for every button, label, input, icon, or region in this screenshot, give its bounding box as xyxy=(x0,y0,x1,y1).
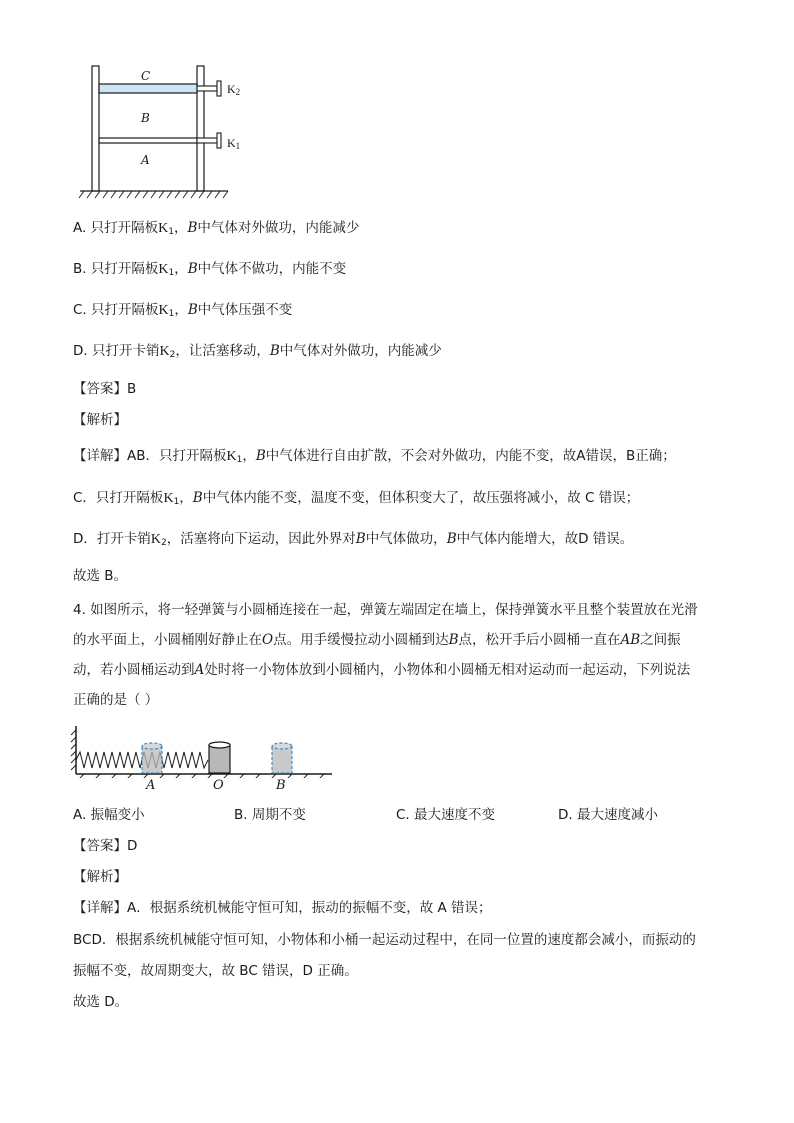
var-o: O xyxy=(262,632,274,648)
q4-detail-a: 【详解】A．根据系统机械能守恒可知，振动的振幅不变，故 A 错误； xyxy=(73,900,492,916)
k-symbol: K xyxy=(163,491,174,506)
partition-k1 xyxy=(99,138,197,143)
q3-analysis: 【解析】 xyxy=(73,412,127,428)
text: 处时将一小物体放到小圆桶内，小物体和小圆桶无相对运动而一起运动，下列说法 xyxy=(204,662,691,678)
text: D. 只打开卡销 xyxy=(73,343,160,359)
var-b: B xyxy=(187,261,198,277)
chamber-c xyxy=(99,84,197,93)
text: D．打开卡销 xyxy=(73,531,151,547)
var-a: A xyxy=(194,662,205,678)
q3-detail-d xyxy=(73,530,734,552)
q4-option-c: C. 最大速度不变 xyxy=(396,807,496,823)
text: 点。用手缓慢拉动小圆桶到达 xyxy=(273,632,449,648)
q3-answer: 【答案】B xyxy=(73,381,137,397)
q4-answer: 【答案】D xyxy=(73,838,138,854)
text: 动，若小圆桶运动到 xyxy=(73,662,195,678)
text: ，让活塞移动， xyxy=(175,343,270,359)
text: 【详解】AB．只打开隔板 xyxy=(73,448,227,464)
var-b: B xyxy=(255,448,266,464)
label-k2 xyxy=(227,82,240,97)
container-figure xyxy=(70,62,270,202)
text: 中气体内能不变，温度不变，但体积变大了，故压强将减小，故 C 错误； xyxy=(202,490,640,506)
bucket-at-b xyxy=(272,743,292,773)
q4-stem-line2 xyxy=(73,631,734,649)
var-b: B xyxy=(446,531,457,547)
q4-option-a: A. 振幅变小 xyxy=(73,807,145,823)
text: C. 只打开隔板 xyxy=(73,302,159,318)
text: 中气体对外做功，内能减少 xyxy=(197,220,360,236)
q3-option-a xyxy=(73,219,734,241)
q4-option-d: D. 最大速度减小 xyxy=(558,807,658,823)
text: ， xyxy=(179,490,193,506)
var-b: B xyxy=(355,531,366,547)
k-sub: 1 xyxy=(168,268,175,278)
k-sub: 1 xyxy=(236,455,243,465)
k-symbol: K xyxy=(159,344,170,359)
var-b: B xyxy=(192,490,203,506)
q4-analysis: 【解析】 xyxy=(73,869,127,885)
var-b: B xyxy=(269,343,280,359)
text: 中气体进行自由扩散，不会对外做功，内能不变，故A错误，B正确； xyxy=(265,448,676,464)
var-ab: AB xyxy=(620,632,641,648)
label-k2-base: K xyxy=(227,82,236,96)
q4-stem-line3 xyxy=(73,661,734,679)
q4-options xyxy=(73,806,734,824)
bucket-at-o xyxy=(209,742,230,773)
q3-detail-c xyxy=(73,489,734,511)
k-sub: 1 xyxy=(173,497,180,507)
text: 点，松开手后小圆桶一直在 xyxy=(458,632,621,648)
k-sub: 2 xyxy=(161,538,167,548)
q3-option-c xyxy=(73,301,734,323)
k-sub: 1 xyxy=(168,227,174,237)
text: 中气体做功， xyxy=(365,531,447,547)
text: ，活塞将向下运动，因此外界对 xyxy=(166,531,356,547)
q4-stem-line4: 正确的是（ ） xyxy=(73,692,159,708)
label-k2-sub: 2 xyxy=(235,87,241,97)
text: ， xyxy=(242,448,256,464)
label-k1-base: K xyxy=(227,136,236,150)
q4-detail-bcd-line1: BCD．根据系统机械能守恒可知，小物体和小桶一起运动过程中，在同一位置的速度都会减小，而振动的 xyxy=(73,932,696,948)
label-a: A xyxy=(141,153,150,167)
q3-option-b xyxy=(73,260,734,282)
spring-figure xyxy=(70,722,340,797)
text: A. 只打开隔板 xyxy=(73,220,159,236)
text: 之间振 xyxy=(640,632,681,648)
q3-detail-ab xyxy=(73,447,734,469)
label-a: A xyxy=(146,778,156,793)
q4-option-b: B. 周期不变 xyxy=(234,807,306,823)
label-o: O xyxy=(213,778,224,793)
label-b: B xyxy=(141,111,150,125)
label-b: B xyxy=(276,778,286,793)
k-symbol: K xyxy=(150,532,162,547)
label-k1-sub: 1 xyxy=(235,141,241,151)
text: 中气体对外做功，内能减少 xyxy=(279,343,442,359)
q4-detail-bcd-line2: 振幅不变，故周期变大，故 BC 错误，D 正确。 xyxy=(73,963,358,979)
k2-pin xyxy=(217,81,221,96)
var-b: B xyxy=(187,302,198,318)
text: ， xyxy=(173,220,188,236)
label-c: C xyxy=(141,69,151,83)
k-symbol: K xyxy=(158,262,169,277)
var-b: B xyxy=(448,632,459,648)
k1-handle xyxy=(217,133,221,148)
k-sub: 1 xyxy=(168,309,175,319)
q4-stem-line1: 4. 如图所示，将一轻弹簧与小圆桶连接在一起，弹簧左端固定在墙上，保持弹簧水平且整个装置放在光滑 xyxy=(73,602,698,618)
text: 中气体内能增大，故D 错误。 xyxy=(456,531,634,547)
bucket-at-a xyxy=(142,743,162,773)
text: ， xyxy=(174,261,188,277)
text: 中气体不做功，内能不变 xyxy=(197,261,347,277)
spring-diagram xyxy=(70,722,340,778)
ground-hatch xyxy=(79,191,228,198)
text: B. 只打开隔板 xyxy=(73,261,159,277)
text: 中气体压强不变 xyxy=(197,302,293,318)
text: C．只打开隔板 xyxy=(73,490,164,506)
k-symbol: K xyxy=(158,221,169,236)
var-b: B xyxy=(187,220,198,236)
q3-choose: 故选 B。 xyxy=(73,568,128,584)
text: 的水平面上，小圆桶刚好静止在 xyxy=(73,632,262,648)
label-k1 xyxy=(227,136,240,151)
q4-choose: 故选 D。 xyxy=(73,994,129,1010)
q3-option-d xyxy=(73,342,734,364)
k-sub: 2 xyxy=(169,350,176,360)
text: ， xyxy=(174,302,188,318)
k-symbol: K xyxy=(226,449,237,464)
k-symbol: K xyxy=(158,303,169,318)
